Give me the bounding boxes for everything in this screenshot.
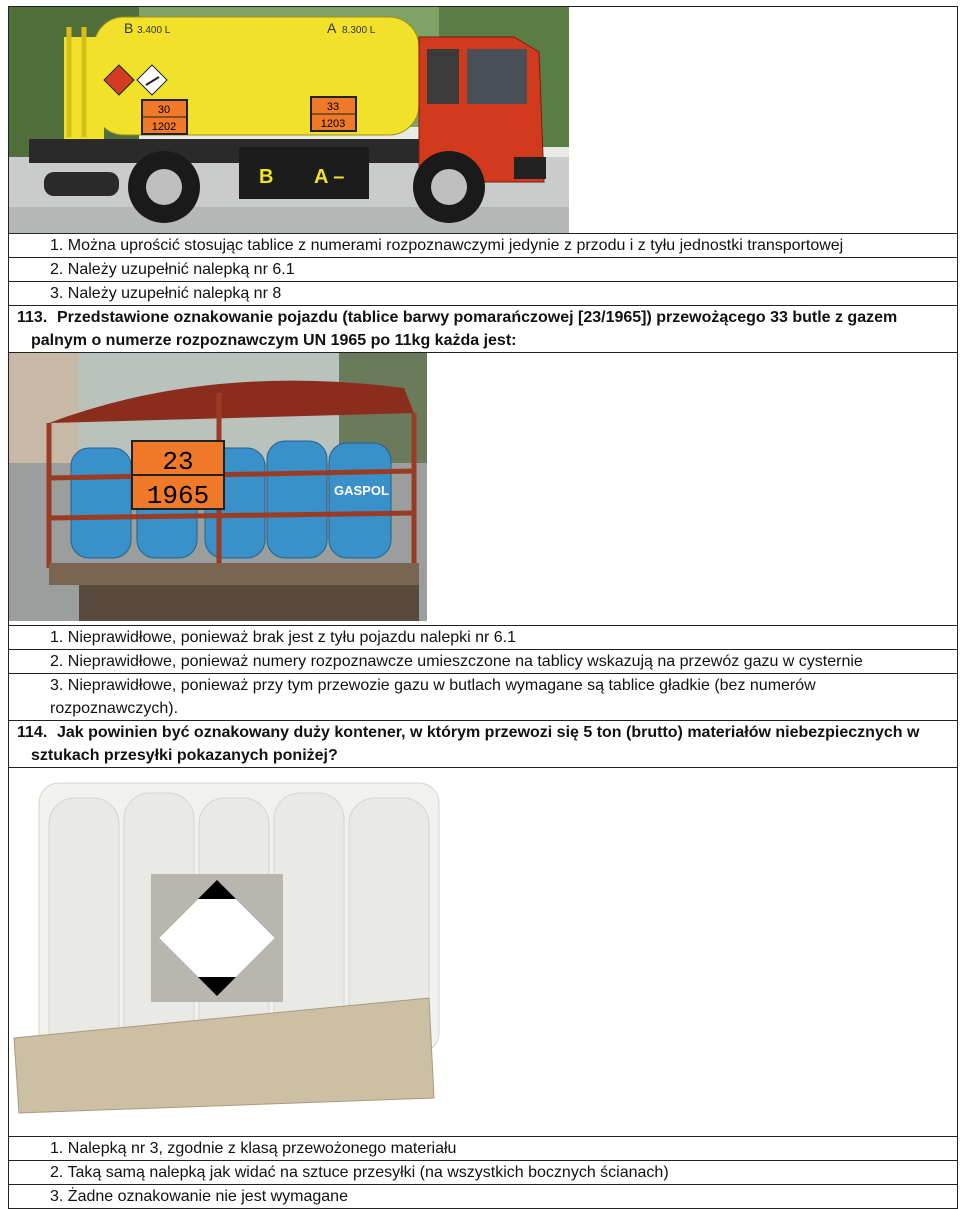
chassis-label-b: B [259,166,274,188]
q112-image-cell [9,7,958,234]
tank-cap-a: 8.300 L [342,25,376,36]
cylinder-brand: GASPOL [334,483,389,498]
svg-text:33: 33 [326,101,340,113]
q113-text-line2: palnym o numerze rozpoznawczym UN 1965 po 11kg każda jest: [31,332,517,349]
tank-label-a: A [327,20,337,36]
orange-plate-2 [311,97,356,131]
q113-option-2: 2. Nieprawidłowe, ponieważ numery rozpoznawcze umieszczone na tablicy wskazują na przewóz gazu w cysternie [9,650,958,674]
q112-option-1: 1. Można uprościć stosując tablice z numerami rozpoznawczymi jedynie z przodu i z tyłu jednostki transportowej [9,234,958,258]
q113-option-1: 1. Nieprawidłowe, ponieważ brak jest z tyłu pojazdu nalepki nr 6.1 [9,626,958,650]
tank-label-b: B [124,20,134,36]
q113-text-line1: Przedstawione oznakowanie pojazdu (tablice barwy pomarańczowej [23/1965]) przewożącego 33 butle z gazem [57,309,898,326]
chassis-label-a: A – [314,166,345,188]
q114-text-line1: Jak powinien być oznakowany duży kontener, w którym przewozi się 5 ton (brutto) materiałów niebezpiecznych w [57,724,920,741]
q113-image-cell [9,353,958,626]
orange-plate-1 [142,100,187,134]
q114-option-1: 1. Nalepką nr 3, zgodnie z klasą przewożonego materiału [9,1137,958,1161]
svg-text:23: 23 [162,447,194,477]
tank-cap-b: 3.400 L [137,25,171,36]
gas-cylinder-truck-image [9,353,427,621]
q114-option-2: 2. Taką samą nalepką jak widać na sztuce przesyłki (na wszystkich bocznych ścianach) [9,1161,958,1185]
q114-option-3: 3. Żadne oznakowanie nie jest wymagane [9,1185,958,1209]
tanker-truck-image [9,7,569,233]
shrink-wrapped-package-image [9,768,449,1133]
q112-option-3: 3. Należy uzupełnić nalepką nr 8 [9,282,958,306]
limited-quantity-mark-icon [151,874,283,1002]
svg-text:30: 30 [157,104,171,116]
svg-text:1965: 1965 [146,481,210,511]
q113-number: 113. [17,309,48,326]
q114-question [9,721,958,768]
q113-option-3: 3. Nieprawidłowe, ponieważ przy tym przewozie gazu w butlach wymagane są tablice gładkie (bez numerów rozpoznawczych). [9,674,958,721]
svg-text:1202: 1202 [151,121,177,133]
q112-option-2: 2. Należy uzupełnić nalepką nr 6.1 [9,258,958,282]
q114-number: 114. [17,724,48,741]
svg-text:1203: 1203 [320,118,346,130]
question-table [8,6,958,1209]
orange-plate-23-1965 [132,441,224,511]
q113-question [9,306,958,353]
q114-text-line2: sztukach przesyłki pokazanych poniżej? [31,747,338,764]
q114-image-cell [9,768,958,1137]
